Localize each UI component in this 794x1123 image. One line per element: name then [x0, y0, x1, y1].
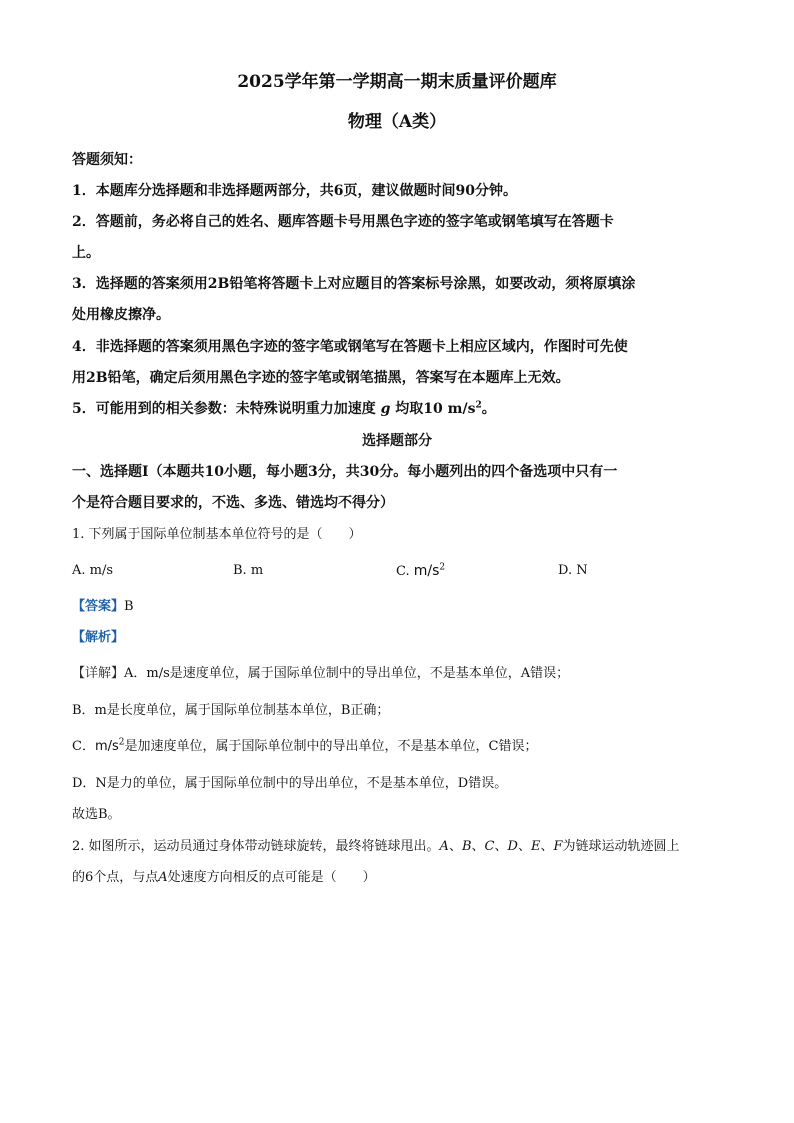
question-1-option-b: B. m — [233, 563, 264, 578]
answer-tag: 【答案】 — [72, 599, 125, 614]
instruction-item-5-suffix: 。 — [481, 401, 496, 417]
conclusion-line: 故选B。 — [72, 807, 121, 822]
question-1-stem: 1. 下列属于国际单位制基本单位符号的是（ ） — [72, 527, 362, 542]
part-heading-line2: 个是符合题目要求的，不选、多选、错选均不得分） — [72, 495, 394, 511]
question-1-option-c-unit: m/s — [413, 563, 440, 579]
point-d: D — [507, 839, 518, 854]
instruction-item-2-cont: 上。 — [72, 245, 100, 261]
analysis-line — [72, 628, 124, 648]
separator: 、 — [540, 839, 554, 854]
instruction-item-5-mid: 均取10 m/s — [395, 401, 476, 417]
question-1-option-a: A. m/s — [72, 563, 114, 578]
instruction-item-3-cont: 处用橡皮擦净。 — [72, 307, 170, 323]
point-c: C — [484, 839, 495, 854]
separator: 、 — [517, 839, 531, 854]
detail-c-sup: 2 — [118, 737, 125, 748]
detail-line-d: D．N是力的单位，属于国际单位制中的导出单位，不是基本单位，D错误。 — [72, 776, 508, 791]
question-2-line2-prefix: 的6个点，与点 — [72, 870, 159, 885]
separator: 、 — [448, 839, 462, 854]
question-1-option-c-sup: 2 — [439, 562, 446, 573]
instruction-item-3: 3．选择题的答案须用2B铅笔将答题卡上对应题目的答案标号涂黑，如要改动，须将原填涂 — [72, 276, 636, 292]
instruction-item-4-cont: 用2B铅笔，确定后须用黑色字迹的签字笔或钢笔描黑，答案写在本题库上无效。 — [72, 370, 570, 386]
question-2-line1-suffix: 为链球运动轨迹圆上 — [562, 839, 680, 854]
question-2-intro: 2. 如图所示，运动员通过身体带动链球旋转，最终将链球甩出。 — [72, 839, 440, 854]
page-title: 2025学年第一学期高一期末质量评价题库 — [237, 72, 557, 92]
page-subtitle: 物理（A类） — [347, 112, 447, 132]
detail-line-c — [72, 737, 537, 757]
point-a-ref: A — [158, 870, 168, 885]
question-1-option-d: D. N — [558, 563, 588, 578]
point-a: A — [439, 839, 449, 854]
part-heading-line1: 一、选择题Ⅰ（本题共10小题，每小题3分，共30分。每小题列出的四个备选项中只有一 — [72, 464, 618, 480]
question-1-option-c — [396, 561, 445, 582]
instruction-item-1: 1．本题库分选择题和非选择题两部分，共6页，建议做题时间90分钟。 — [72, 183, 517, 199]
instruction-item-5-sup: 2 — [475, 400, 482, 411]
separator: 、 — [494, 839, 508, 854]
instruction-item-2: 2．答题前，务必将自己的姓名、题库答题卡号用黑色字迹的签字笔或钢笔填写在答题卡 — [72, 214, 614, 230]
instruction-item-5-prefix: 5．可能用到的相关参数：未特殊说明重力加速度 — [72, 401, 376, 417]
question-2-line2-suffix: 处速度方向相反的点可能是（ ） — [167, 870, 376, 885]
point-f: F — [553, 839, 563, 854]
answer-line — [72, 597, 134, 617]
separator: 、 — [471, 839, 485, 854]
question-1-option-c-label: C. — [396, 564, 410, 579]
instruction-item-5 — [72, 399, 496, 419]
detail-a-text: A．m/s是速度单位，属于国际单位制中的导出单位，不是基本单位，A错误； — [124, 666, 570, 681]
instruction-item-4: 4．非选择题的答案须用黑色字迹的签字笔或钢笔写在答题卡上相应区域内，作图时可先使 — [72, 339, 628, 355]
point-b: B — [461, 839, 472, 854]
detail-tag: 【详解】 — [72, 666, 125, 681]
detail-c-suffix: 是加速度单位，属于国际单位制中的导出单位，不是基本单位，C错误； — [124, 739, 538, 754]
detail-line-a — [72, 664, 569, 684]
question-2-stem-line2 — [72, 868, 376, 888]
detail-c-prefix: C． — [72, 739, 95, 754]
detail-line-b: B．m是长度单位，属于国际单位制基本单位，B正确； — [72, 703, 390, 718]
question-2-stem-line1 — [72, 837, 680, 857]
instructions-heading: 答题须知： — [72, 152, 142, 168]
gravity-symbol: g — [380, 401, 391, 417]
analysis-tag: 【解析】 — [72, 630, 125, 645]
point-e: E — [530, 839, 541, 854]
answer-value: B — [124, 599, 134, 614]
detail-c-unit: m/s — [94, 739, 119, 754]
section-title: 选择题部分 — [362, 433, 432, 449]
